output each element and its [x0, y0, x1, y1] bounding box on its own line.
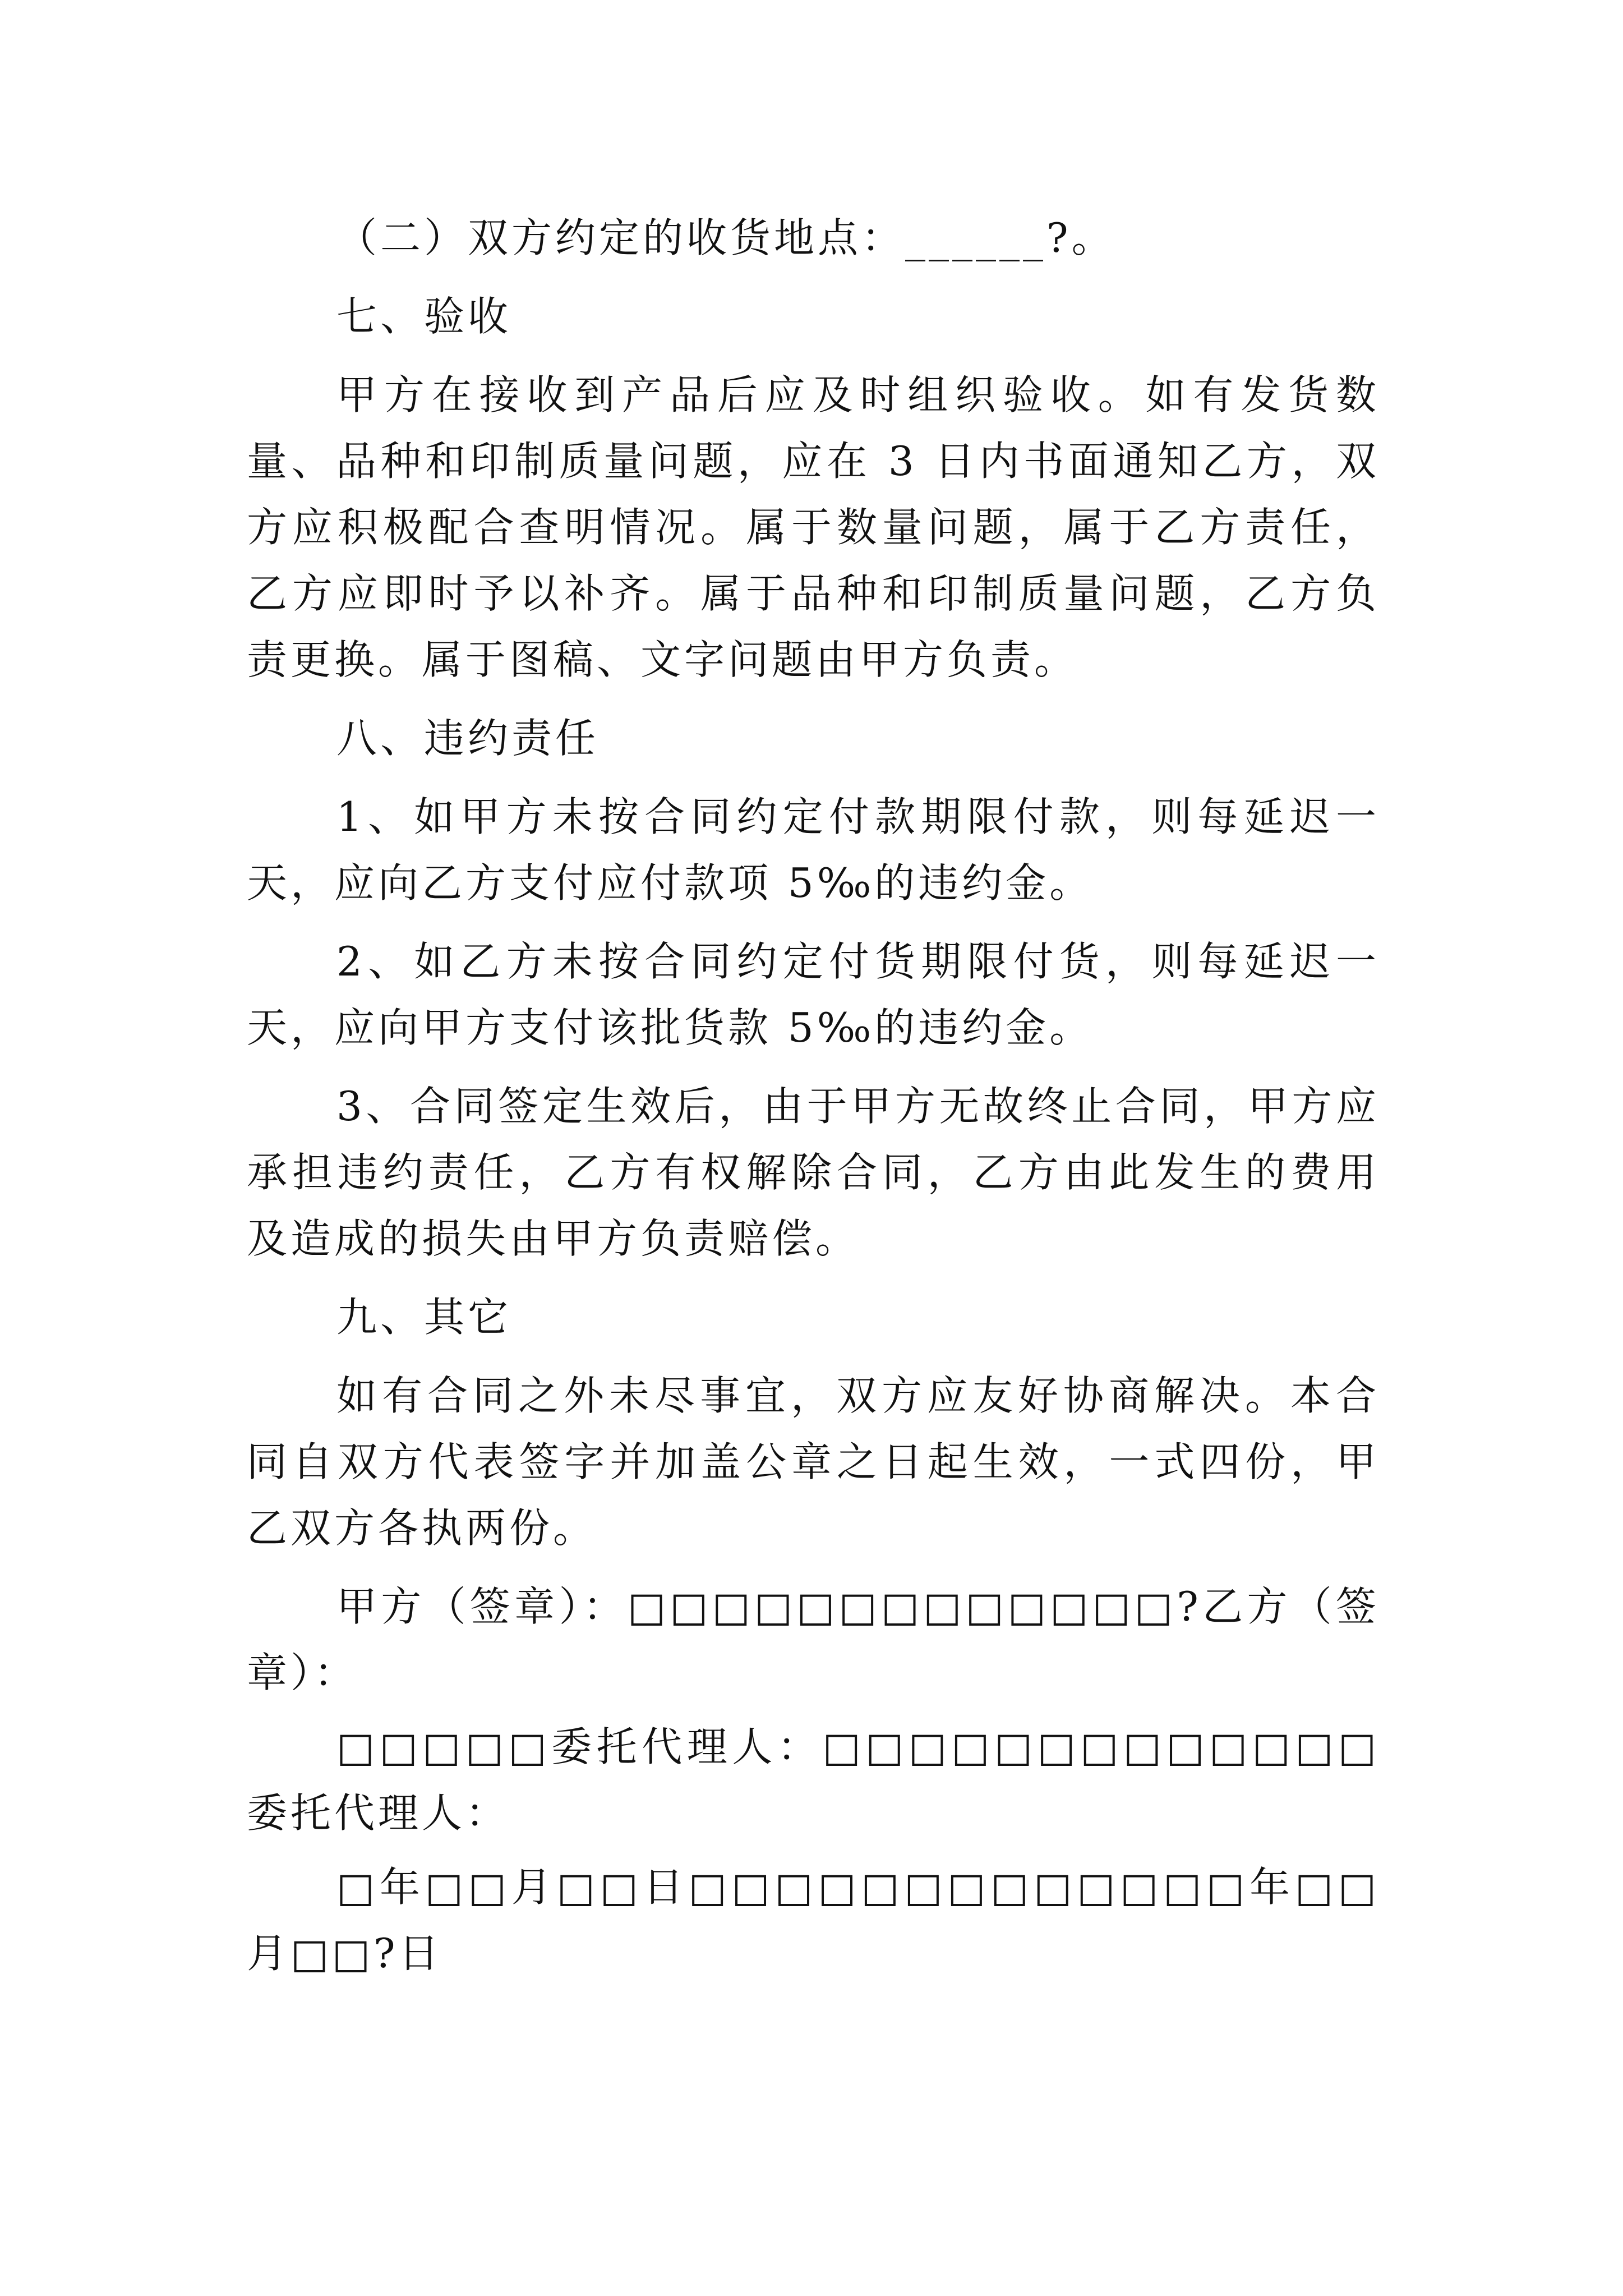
breach-clause-2: 2、如乙方未按合同约定付货期限付货，则每延迟一天，应向甲方支付该批货款 5‰的违约金。: [247, 938, 1380, 1051]
breach-clause-3: 3、合同签定生效后，由于甲方无故终止合同，甲方应承担违约责任，乙方有权解除合同，乙方由此发生的费用及造成的损失由甲方负责赔偿。: [247, 1083, 1380, 1262]
section-heading-breach-liability: 八、违约责任: [336, 715, 600, 762]
section-heading-other: 九、其它: [336, 1294, 512, 1341]
receiving-location-clause: （二）双方约定的收货地点：______?。: [336, 214, 1115, 261]
section-heading-acceptance: 七、验收: [336, 293, 512, 340]
signature-line-parties: 甲方（签章）：□□□□□□□□□□□□□?乙方（签章）：: [247, 1583, 1380, 1696]
document-body: [247, 205, 1380, 1999]
signature-line-dates: □年□□月□□日□□□□□□□□□□□□□年□□月□□?日: [247, 1864, 1380, 1977]
breach-clause-1: 1、如甲方未按合同约定付款期限付款，则每延迟一天，应向乙方支付应付款项 5‰的违约金。: [247, 793, 1380, 907]
other-clause: 如有合同之外未尽事宜，双方应友好协商解决。本合同自双方代表签字并加盖公章之日起生效，一式四份，甲乙双方各执两份。: [247, 1372, 1380, 1552]
acceptance-clause: 甲方在接收到产品后应及时组织验收。如有发货数量、品种和印制质量问题，应在 3 日内书面通知乙方，双方应积极配合查明情况。属于数量问题，属于乙方责任，乙方应即时予以补齐。属于品种和印制质量问题，乙方负责更换。属于图稿、文字问题由甲方负责。: [247, 371, 1380, 683]
signature-line-agents: □□□□□委托代理人：□□□□□□□□□□□□□委托代理人：: [247, 1723, 1380, 1837]
